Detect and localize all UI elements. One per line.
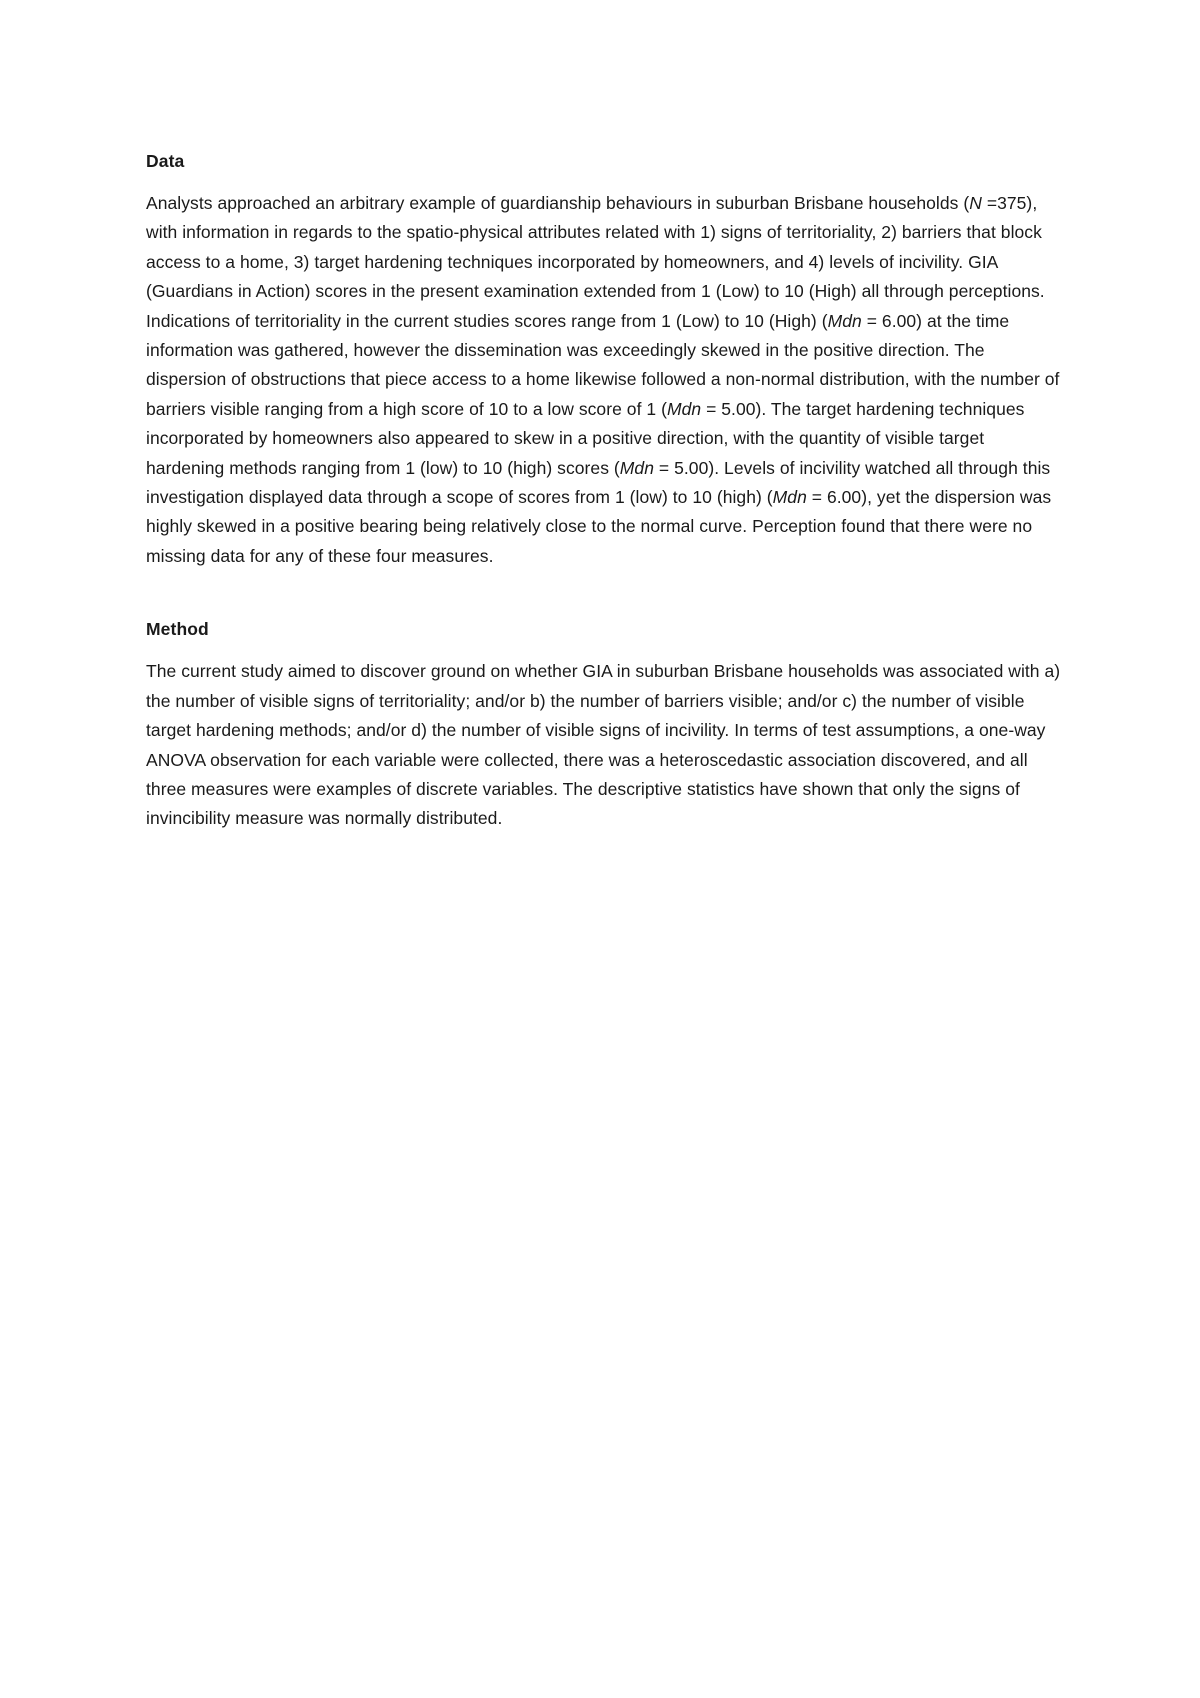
- document-page: [146, 146, 1066, 834]
- mdn-symbol-1: Mdn: [827, 310, 862, 331]
- mdn-symbol-3: Mdn: [619, 457, 654, 478]
- data-text-5: = 5.00). Levels of incivility watched all through this investigation displayed data through a scope of scores from 1 (low) to 10 (high) (: [146, 457, 1051, 508]
- data-heading: Data: [146, 151, 185, 171]
- method-heading: Method: [146, 619, 209, 640]
- data-text-1: Analysts approached an arbitrary example of guardianship behaviours in suburban Brisbane households (: [146, 193, 970, 213]
- data-text-6: = 6.00), yet the dispersion was highly skewed in a positive bearing being relatively close to the normal curve. Perception found that there were no missing data for any of these four measures.: [146, 487, 1052, 566]
- mdn-symbol-4: Mdn: [772, 487, 807, 508]
- method-paragraph: The current study aimed to discover ground on whether GIA in suburban Brisbane households was associated with a) the number of visible signs of territoriality; and/or b) the number of barriers visible; and/or c) the number of visible target hardening methods; and/or d) the number of visible signs of incivility. In terms of test assumptions, a one-way ANOVA observation for each variable were collected, there was a heteroscedastic association discovered, and all three measures were examples of discrete variables. The descriptive statistics have shown that only the signs of invincibility measure was normally distributed.: [146, 661, 1061, 829]
- mdn-symbol-2: Mdn: [666, 398, 702, 419]
- data-text-4: = 5.00). The target hardening techniques incorporated by homeowners also appeared to skew in a positive direction, with the quantity of visible target hardening methods ranging from 1 (low) to 10 (high) scores (: [146, 398, 1025, 478]
- data-text-3: = 6.00) at the time information was gathered, however the dissemination was exceedingly skewed in the positive direction. The dispersion of obstructions that piece access to a home likewise followed a non-normal distribution, with the number of barriers visible ranging from a high score of 10 to a low score of 1 (: [146, 310, 1060, 419]
- section-spacer: [146, 571, 1066, 614]
- data-text-2: =375), with information in regards to the spatio-physical attributes related with 1) signs of territoriality, 2) barriers that block access to a home, 3) target hardening techniques incorporated by homeowners, and 4) levels of incivility. GIA (Guardians in Action) scores in the present examination extended from 1 (Low) to 10 (High) all through perceptions. Indications of territoriality in the current studies scores range from 1 (Low) to 10 (High) (: [146, 193, 1045, 331]
- n-symbol: N: [969, 193, 982, 213]
- data-paragraph: [146, 189, 1066, 571]
